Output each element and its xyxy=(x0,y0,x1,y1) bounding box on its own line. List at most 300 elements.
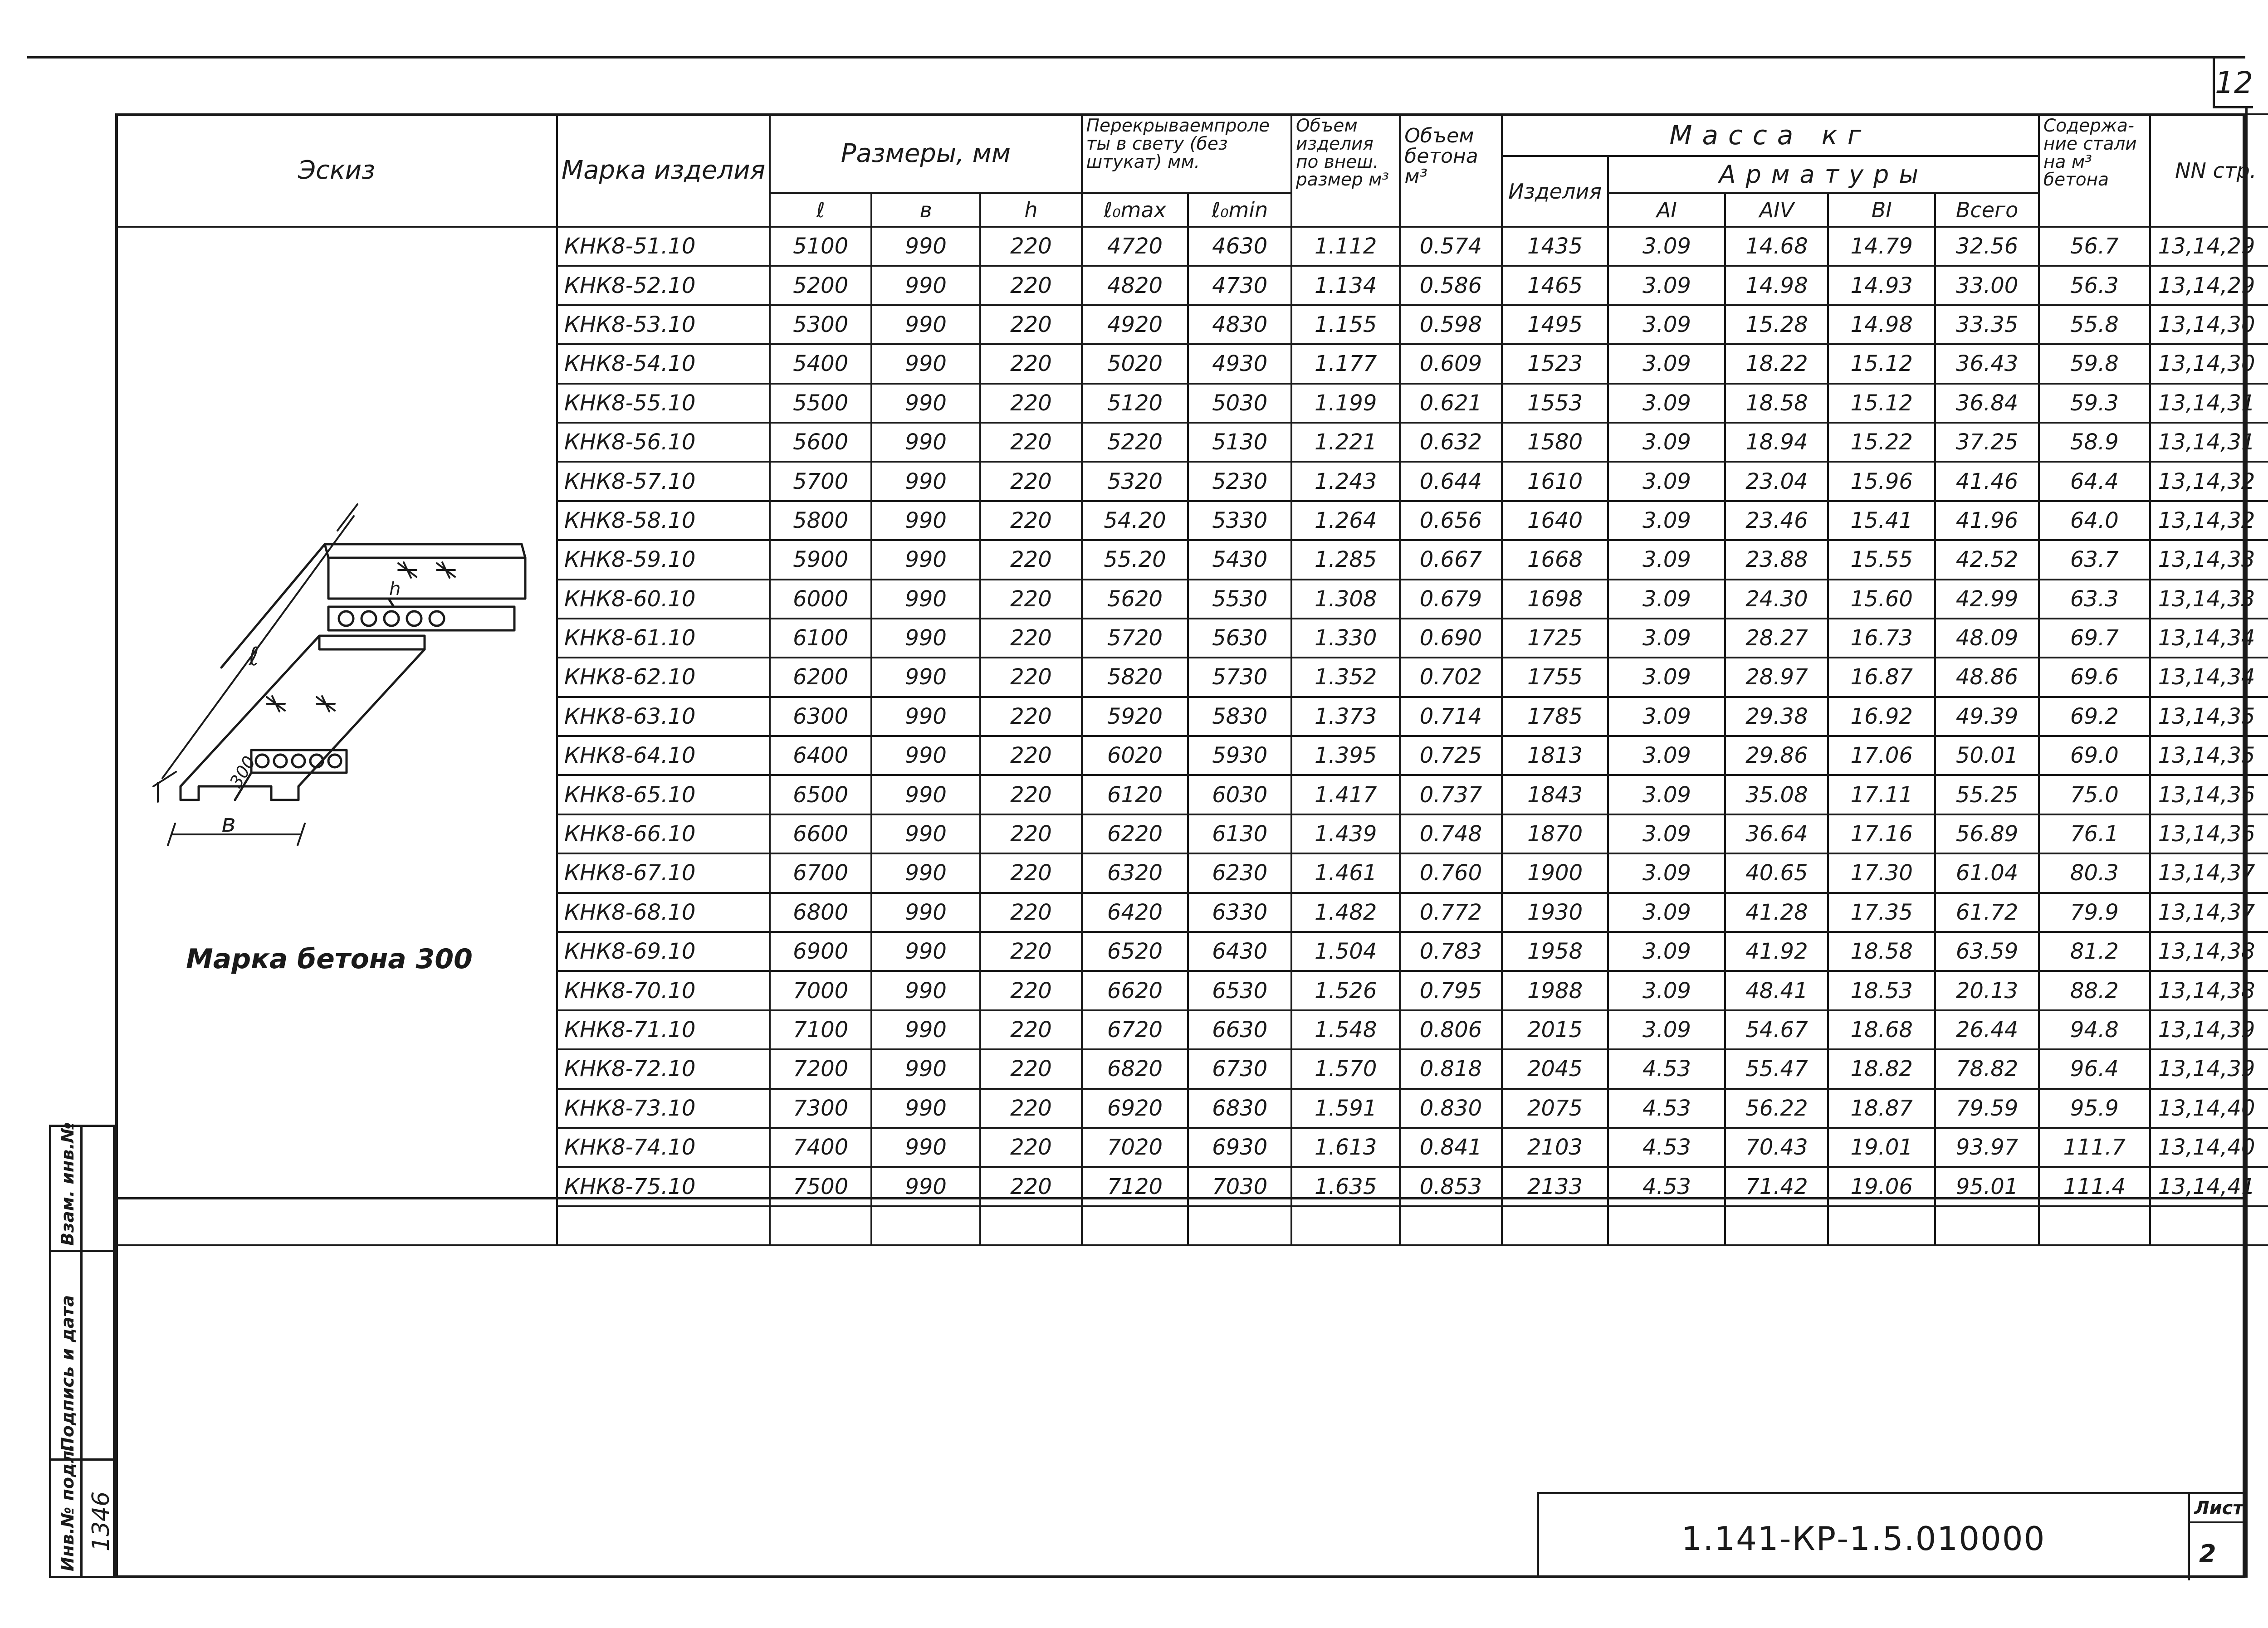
cell-conc: 0.667 xyxy=(1400,540,1501,579)
cell-pages: 13,14,33 xyxy=(2150,540,2268,579)
cell-conc: 0.818 xyxy=(1400,1049,1501,1088)
cell-vol: 1.461 xyxy=(1291,853,1400,892)
approval-stamp-strip xyxy=(49,1122,115,1578)
sketch-dim-b: в xyxy=(221,809,236,838)
cell-lmin: 4830 xyxy=(1188,305,1291,344)
cell-empty xyxy=(1828,1206,1935,1245)
cell-steel: 111.4 xyxy=(2039,1167,2150,1206)
header-pages: NN стр. xyxy=(2150,114,2268,227)
header-reinforcement: Арматуры xyxy=(1608,156,2039,193)
cell-mass: 2045 xyxy=(1502,1049,1608,1088)
page-number: 12 xyxy=(2215,65,2253,100)
cell-mass: 1610 xyxy=(1502,462,1608,501)
products-table-body xyxy=(116,227,2268,1245)
cell-ai: 3.09 xyxy=(1608,1010,1725,1049)
cell-vol: 1.112 xyxy=(1291,227,1400,266)
header-reinf-ai: АI xyxy=(1608,193,1725,227)
cell-lmax: 5120 xyxy=(1082,384,1188,423)
cell-mass: 1465 xyxy=(1502,266,1608,305)
cell-mass: 1698 xyxy=(1502,580,1608,619)
cell-l: 5400 xyxy=(770,344,871,383)
cell-aiv: 18.22 xyxy=(1725,344,1828,383)
top-border-line xyxy=(27,56,2245,58)
cell-mass: 2103 xyxy=(1502,1128,1608,1167)
cell-ai: 3.09 xyxy=(1608,619,1725,658)
cell-ai: 3.09 xyxy=(1608,932,1725,971)
cell-h: 220 xyxy=(980,932,1081,971)
sheet-number: 2 xyxy=(2199,1540,2216,1568)
cell-lmin: 5230 xyxy=(1188,462,1291,501)
cell-steel: 69.0 xyxy=(2039,736,2150,775)
cell-vol: 1.526 xyxy=(1291,971,1400,1010)
cell-ai: 3.09 xyxy=(1608,853,1725,892)
cell-steel: 64.4 xyxy=(2039,462,2150,501)
stamp-sign-label: Подпись и дата xyxy=(58,1295,78,1452)
cell-vol: 1.352 xyxy=(1291,658,1400,697)
cell-l: 7000 xyxy=(770,971,871,1010)
cell-l: 7300 xyxy=(770,1089,871,1128)
cell-aiv: 14.98 xyxy=(1725,266,1828,305)
cell-bi: 15.22 xyxy=(1828,423,1935,462)
cell-total: 42.52 xyxy=(1935,540,2039,579)
cell-conc: 0.760 xyxy=(1400,853,1501,892)
cell-total: 37.25 xyxy=(1935,423,2039,462)
cell-l: 6800 xyxy=(770,893,871,932)
cell-lmin: 5430 xyxy=(1188,540,1291,579)
cell-total: 41.46 xyxy=(1935,462,2039,501)
cell-conc: 0.586 xyxy=(1400,266,1501,305)
cell-aiv: 70.43 xyxy=(1725,1128,1828,1167)
cell-total: 63.59 xyxy=(1935,932,2039,971)
stamp-cell-inv xyxy=(51,1444,115,1576)
cell-steel: 63.7 xyxy=(2039,540,2150,579)
cell-total: 20.13 xyxy=(1935,971,2039,1010)
cell-l: 5900 xyxy=(770,540,871,579)
cell-h: 220 xyxy=(980,501,1081,540)
sketch-cell xyxy=(116,227,557,1245)
cell-conc: 0.795 xyxy=(1400,971,1501,1010)
cell-total: 33.00 xyxy=(1935,266,2039,305)
cell-empty xyxy=(1608,1206,1725,1245)
stamp-cell-sign xyxy=(51,1252,113,1461)
cell-pages: 13,14,31 xyxy=(2150,423,2268,462)
cell-total: 61.72 xyxy=(1935,893,2039,932)
cell-l: 6700 xyxy=(770,853,871,892)
header-dim-b: в xyxy=(871,193,980,227)
cell-h: 220 xyxy=(980,775,1081,814)
cell-bi: 16.92 xyxy=(1828,697,1935,736)
cell-vol: 1.504 xyxy=(1291,932,1400,971)
cell-pages: 13,14,35 xyxy=(2150,736,2268,775)
cell-l: 5500 xyxy=(770,384,871,423)
cell-lmin: 6430 xyxy=(1188,932,1291,971)
cell-h: 220 xyxy=(980,1049,1081,1088)
cell-aiv: 48.41 xyxy=(1725,971,1828,1010)
cell-steel: 56.3 xyxy=(2039,266,2150,305)
cell-l: 5300 xyxy=(770,305,871,344)
cell-b: 990 xyxy=(871,1010,980,1049)
cell-pages: 13,14,34 xyxy=(2150,619,2268,658)
cell-total: 56.89 xyxy=(1935,814,2039,853)
cell-lmax: 6420 xyxy=(1082,893,1188,932)
sheet-box xyxy=(2188,1494,2248,1580)
cell-ai: 4.53 xyxy=(1608,1049,1725,1088)
cell-bi: 19.01 xyxy=(1828,1128,1935,1167)
cell-vol: 1.285 xyxy=(1291,540,1400,579)
header-sketch: Эскиз xyxy=(116,114,557,227)
cell-aiv: 41.92 xyxy=(1725,932,1828,971)
cell-ai: 3.09 xyxy=(1608,462,1725,501)
document-code: 1.141-КР-1.5.010000 xyxy=(1681,1520,2046,1558)
cell-pages: 13,14,30 xyxy=(2150,305,2268,344)
cell-vol: 1.199 xyxy=(1291,384,1400,423)
cell-pages: 13,14,29 xyxy=(2150,266,2268,305)
sketch-dim-l: ℓ xyxy=(249,642,259,672)
cell-conc: 0.748 xyxy=(1400,814,1501,853)
cell-vol: 1.570 xyxy=(1291,1049,1400,1088)
cell-l: 6600 xyxy=(770,814,871,853)
cell-conc: 0.679 xyxy=(1400,580,1501,619)
cell-empty xyxy=(1082,1206,1188,1245)
cell-aiv: 71.42 xyxy=(1725,1167,1828,1206)
cell-lmin: 5930 xyxy=(1188,736,1291,775)
cell-pages: 13,14,37 xyxy=(2150,853,2268,892)
cell-aiv: 55.47 xyxy=(1725,1049,1828,1088)
cell-lmin: 5830 xyxy=(1188,697,1291,736)
cell-steel: 88.2 xyxy=(2039,971,2150,1010)
cell-lmin: 7030 xyxy=(1188,1167,1291,1206)
cell-mass: 1988 xyxy=(1502,971,1608,1010)
cell-conc: 0.830 xyxy=(1400,1089,1501,1128)
cell-lmin: 5730 xyxy=(1188,658,1291,697)
cell-empty xyxy=(2039,1206,2150,1245)
cell-pages: 13,14,30 xyxy=(2150,344,2268,383)
lower-slab-drawing xyxy=(181,636,425,800)
cell-lmax: 6920 xyxy=(1082,1089,1188,1128)
cell-b: 990 xyxy=(871,580,980,619)
page-number-box xyxy=(2213,56,2253,108)
cell-vol: 1.482 xyxy=(1291,893,1400,932)
cell-h: 220 xyxy=(980,1128,1081,1167)
cell-lmin: 6630 xyxy=(1188,1010,1291,1049)
cell-ai: 3.09 xyxy=(1608,736,1725,775)
cell-conc: 0.574 xyxy=(1400,227,1501,266)
cell-ai: 3.09 xyxy=(1608,775,1725,814)
cell-total: 95.01 xyxy=(1935,1167,2039,1206)
cell-aiv: 35.08 xyxy=(1725,775,1828,814)
cell-conc: 0.841 xyxy=(1400,1128,1501,1167)
cell-lmax: 7120 xyxy=(1082,1167,1188,1206)
cell-mass: 1785 xyxy=(1502,697,1608,736)
cell-bi: 14.98 xyxy=(1828,305,1935,344)
header-dim-h: h xyxy=(980,193,1081,227)
cell-aiv: 15.28 xyxy=(1725,305,1828,344)
cell-mark: КНК8-67.10 xyxy=(557,853,770,892)
cell-lmax: 5720 xyxy=(1082,619,1188,658)
cell-total: 41.96 xyxy=(1935,501,2039,540)
cell-lmin: 6930 xyxy=(1188,1128,1291,1167)
cell-lmin: 5530 xyxy=(1188,580,1291,619)
rebar-crosses-lower xyxy=(267,696,335,712)
cell-steel: 81.2 xyxy=(2039,932,2150,971)
cell-b: 990 xyxy=(871,1167,980,1206)
cell-h: 220 xyxy=(980,814,1081,853)
cell-bi: 17.30 xyxy=(1828,853,1935,892)
cell-bi: 18.82 xyxy=(1828,1049,1935,1088)
cell-l: 6100 xyxy=(770,619,871,658)
cell-conc: 0.656 xyxy=(1400,501,1501,540)
cell-conc: 0.737 xyxy=(1400,775,1501,814)
cell-b: 990 xyxy=(871,658,980,697)
cell-ai: 3.09 xyxy=(1608,658,1725,697)
cell-pages: 13,14,39 xyxy=(2150,1010,2268,1049)
cell-mass: 1640 xyxy=(1502,501,1608,540)
cell-lmax: 4820 xyxy=(1082,266,1188,305)
cell-h: 220 xyxy=(980,266,1081,305)
cell-b: 990 xyxy=(871,1089,980,1128)
header-span-max: ℓ₀max xyxy=(1082,193,1188,227)
cell-steel: 111.7 xyxy=(2039,1128,2150,1167)
cell-vol: 1.439 xyxy=(1291,814,1400,853)
cell-lmin: 6530 xyxy=(1188,971,1291,1010)
cell-aiv: 41.28 xyxy=(1725,893,1828,932)
cell-bi: 14.93 xyxy=(1828,266,1935,305)
cell-aiv: 23.04 xyxy=(1725,462,1828,501)
cell-h: 220 xyxy=(980,540,1081,579)
cell-l: 6500 xyxy=(770,775,871,814)
cell-mass: 1580 xyxy=(1502,423,1608,462)
cell-total: 61.04 xyxy=(1935,853,2039,892)
cell-h: 220 xyxy=(980,853,1081,892)
cell-empty xyxy=(1935,1206,2039,1245)
cell-mass: 1523 xyxy=(1502,344,1608,383)
cell-lmax: 55.20 xyxy=(1082,540,1188,579)
cell-mass: 1870 xyxy=(1502,814,1608,853)
cell-lmax: 6320 xyxy=(1082,853,1188,892)
cell-mark: КНК8-64.10 xyxy=(557,736,770,775)
cell-aiv: 56.22 xyxy=(1725,1089,1828,1128)
cell-lmin: 6230 xyxy=(1188,853,1291,892)
cell-h: 220 xyxy=(980,1167,1081,1206)
cell-lmax: 5220 xyxy=(1082,423,1188,462)
cell-ai: 3.09 xyxy=(1608,227,1725,266)
cell-conc: 0.609 xyxy=(1400,344,1501,383)
cell-mass: 1725 xyxy=(1502,619,1608,658)
cell-ai: 3.09 xyxy=(1608,266,1725,305)
stamp-cell-replace xyxy=(51,1122,113,1252)
cell-b: 990 xyxy=(871,697,980,736)
cell-mass: 1553 xyxy=(1502,384,1608,423)
cell-bi: 15.96 xyxy=(1828,462,1935,501)
cell-b: 990 xyxy=(871,814,980,853)
cell-lmin: 6730 xyxy=(1188,1049,1291,1088)
cell-b: 990 xyxy=(871,305,980,344)
cell-mark: КНК8-56.10 xyxy=(557,423,770,462)
cell-h: 220 xyxy=(980,1010,1081,1049)
cell-steel: 55.8 xyxy=(2039,305,2150,344)
cell-bi: 17.16 xyxy=(1828,814,1935,853)
cell-lmax: 7020 xyxy=(1082,1128,1188,1167)
cell-steel: 80.3 xyxy=(2039,853,2150,892)
cell-steel: 64.0 xyxy=(2039,501,2150,540)
header-dimensions: Размеры, мм xyxy=(770,114,1081,193)
cell-lmin: 5130 xyxy=(1188,423,1291,462)
cell-conc: 0.690 xyxy=(1400,619,1501,658)
cell-empty xyxy=(770,1206,871,1245)
cell-h: 220 xyxy=(980,1089,1081,1128)
cell-h: 220 xyxy=(980,423,1081,462)
cell-mark: КНК8-70.10 xyxy=(557,971,770,1010)
cell-total: 49.39 xyxy=(1935,697,2039,736)
cell-pages: 13,14,41 xyxy=(2150,1167,2268,1206)
cell-lmax: 5820 xyxy=(1082,658,1188,697)
cell-aiv: 23.88 xyxy=(1725,540,1828,579)
cell-empty xyxy=(2150,1206,2268,1245)
cell-conc: 0.598 xyxy=(1400,305,1501,344)
header-steel-content: Содержа- ние стали на м³ бетона xyxy=(2039,114,2150,227)
cell-b: 990 xyxy=(871,1128,980,1167)
cell-h: 220 xyxy=(980,462,1081,501)
cell-mass: 1900 xyxy=(1502,853,1608,892)
cell-mass: 1843 xyxy=(1502,775,1608,814)
cell-ai: 3.09 xyxy=(1608,423,1725,462)
cell-h: 220 xyxy=(980,344,1081,383)
cell-lmin: 6030 xyxy=(1188,775,1291,814)
cell-mark: КНК8-66.10 xyxy=(557,814,770,853)
header-reinf-bi: ВI xyxy=(1828,193,1935,227)
cell-h: 220 xyxy=(980,736,1081,775)
cell-b: 990 xyxy=(871,227,980,266)
cell-b: 990 xyxy=(871,853,980,892)
cell-lmax: 6820 xyxy=(1082,1049,1188,1088)
cell-aiv: 36.64 xyxy=(1725,814,1828,853)
cell-b: 990 xyxy=(871,775,980,814)
cell-aiv: 18.94 xyxy=(1725,423,1828,462)
cell-steel: 69.6 xyxy=(2039,658,2150,697)
cell-bi: 15.60 xyxy=(1828,580,1935,619)
cell-mark: КНК8-58.10 xyxy=(557,501,770,540)
cell-lmin: 6130 xyxy=(1188,814,1291,853)
cell-lmax: 6720 xyxy=(1082,1010,1188,1049)
cell-mark: КНК8-57.10 xyxy=(557,462,770,501)
cell-bi: 18.87 xyxy=(1828,1089,1935,1128)
cell-mark: КНК8-61.10 xyxy=(557,619,770,658)
cell-mass: 1495 xyxy=(1502,305,1608,344)
cell-mark: КНК8-69.10 xyxy=(557,932,770,971)
cell-steel: 95.9 xyxy=(2039,1089,2150,1128)
cell-pages: 13,14,34 xyxy=(2150,658,2268,697)
hollow-core-section-upper xyxy=(328,600,514,630)
cell-b: 990 xyxy=(871,384,980,423)
cell-l: 5100 xyxy=(770,227,871,266)
cell-steel: 63.3 xyxy=(2039,580,2150,619)
cell-pages: 13,14,40 xyxy=(2150,1128,2268,1167)
cell-steel: 96.4 xyxy=(2039,1049,2150,1088)
cell-total: 79.59 xyxy=(1935,1089,2039,1128)
cell-steel: 79.9 xyxy=(2039,893,2150,932)
sketch-dim-300: 300 xyxy=(225,752,260,791)
cell-lmax: 5620 xyxy=(1082,580,1188,619)
cell-steel: 59.3 xyxy=(2039,384,2150,423)
stamp-inv-value: 1346 xyxy=(88,1491,115,1551)
cell-l: 5800 xyxy=(770,501,871,540)
cell-h: 220 xyxy=(980,227,1081,266)
cell-vol: 1.308 xyxy=(1291,580,1400,619)
cell-pages: 13,14,38 xyxy=(2150,971,2268,1010)
cell-b: 990 xyxy=(871,932,980,971)
products-table xyxy=(115,113,2268,1246)
cell-h: 220 xyxy=(980,893,1081,932)
cell-mass: 1755 xyxy=(1502,658,1608,697)
stamp-inv-label: Инв.№ подл. xyxy=(58,1444,78,1571)
cell-l: 5600 xyxy=(770,423,871,462)
cell-mark: КНК8-51.10 xyxy=(557,227,770,266)
cell-pages: 13,14,36 xyxy=(2150,814,2268,853)
cell-pages: 13,14,38 xyxy=(2150,932,2268,971)
cell-lmax: 4920 xyxy=(1082,305,1188,344)
cell-bi: 15.55 xyxy=(1828,540,1935,579)
cell-mass: 2015 xyxy=(1502,1010,1608,1049)
header-product-volume: Объем изделия по внеш. размер м³ xyxy=(1291,114,1400,227)
cell-steel: 94.8 xyxy=(2039,1010,2150,1049)
table-bottom-line xyxy=(115,1197,2245,1199)
cell-l: 6200 xyxy=(770,658,871,697)
slab-sketch xyxy=(117,228,557,1225)
cell-pages: 13,14,33 xyxy=(2150,580,2268,619)
cell-bi: 18.68 xyxy=(1828,1010,1935,1049)
cell-h: 220 xyxy=(980,971,1081,1010)
cell-aiv: 23.46 xyxy=(1725,501,1828,540)
cell-vol: 1.373 xyxy=(1291,697,1400,736)
cell-steel: 58.9 xyxy=(2039,423,2150,462)
cell-empty xyxy=(871,1206,980,1245)
cell-b: 990 xyxy=(871,1049,980,1088)
cell-empty xyxy=(1502,1206,1608,1245)
cell-aiv: 18.58 xyxy=(1725,384,1828,423)
cell-total: 55.25 xyxy=(1935,775,2039,814)
cell-bi: 18.53 xyxy=(1828,971,1935,1010)
cell-conc: 0.644 xyxy=(1400,462,1501,501)
cell-bi: 15.41 xyxy=(1828,501,1935,540)
cell-mark: КНК8-54.10 xyxy=(557,344,770,383)
cell-vol: 1.330 xyxy=(1291,619,1400,658)
header-mass: Масса кг xyxy=(1502,114,2039,156)
stamp-replace-label: Взам. инв.№ xyxy=(58,1122,78,1246)
cell-ai: 3.09 xyxy=(1608,305,1725,344)
cell-total: 36.43 xyxy=(1935,344,2039,383)
cell-lmax: 6520 xyxy=(1082,932,1188,971)
cell-h: 220 xyxy=(980,580,1081,619)
cell-steel: 75.0 xyxy=(2039,775,2150,814)
cell-h: 220 xyxy=(980,619,1081,658)
cell-bi: 17.06 xyxy=(1828,736,1935,775)
cell-conc: 0.621 xyxy=(1400,384,1501,423)
cell-vol: 1.591 xyxy=(1291,1089,1400,1128)
rebar-crosses-upper xyxy=(398,562,455,578)
cell-b: 990 xyxy=(871,501,980,540)
cell-pages: 13,14,32 xyxy=(2150,501,2268,540)
cell-h: 220 xyxy=(980,305,1081,344)
cell-ai: 4.53 xyxy=(1608,1089,1725,1128)
cell-mark: КНК8-60.10 xyxy=(557,580,770,619)
cell-bi: 16.87 xyxy=(1828,658,1935,697)
cell-total: 48.09 xyxy=(1935,619,2039,658)
cell-mark: КНК8-62.10 xyxy=(557,658,770,697)
cell-empty xyxy=(1188,1206,1291,1245)
header-span: Перекрываемпроле ты в свету (без штукат) мм. xyxy=(1082,114,1291,193)
cell-lmax: 5920 xyxy=(1082,697,1188,736)
cell-conc: 0.702 xyxy=(1400,658,1501,697)
